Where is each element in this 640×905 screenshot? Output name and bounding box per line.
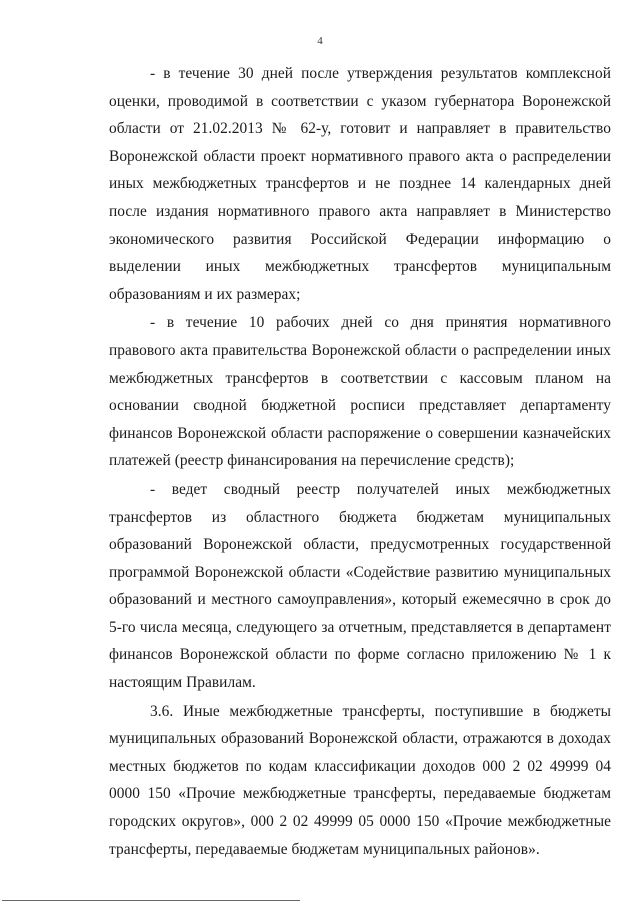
paragraph-results-assessment: - в течение 30 дней после утверждения результатов комплексной оценки, проводимой в соответствии с указом губернатора Воронежской области от 21.02.2013 № 62-у, готовит и направляет в правительство Воронежской области проект нормативного правого акта о распределении иных межбюджетных трансфертов и не позднее 14 календарных дней после издания нормативного правого акта направляет в Министерство экономического развития Российской Федерации информацию о выделении иных межбюджетных трансфертов муниципальным образованиям и их размерах;: [109, 65, 611, 303]
document-body: [109, 60, 611, 863]
paragraph-recipients-register: - ведет сводный реестр получателей иных межбюджетных трансфертов из областного бюджета бюджетам муниципальных образований Воронежской области, предусмотренных государственной программой Воронежской области «Содействие развитию муниципальных образований и местного самоуправления», который ежемесячно в срок до 5-го числа месяца, следующего за отчетным, представляется в департамент финансов Воронежской области по форме согласно приложению № 1 к настоящим Правилам.: [109, 480, 611, 692]
paragraph-payment-order: - в течение 10 рабочих дней со дня принятия нормативного правового акта правительства Воронежской области о распределении иных межбюджетных трансфертов в соответствии с кассовым планом на основании сводной бюджетной росписи представляет департаменту финансов Воронежской области распоряжение о совершении казначейских платежей (реестр финансирования на перечисление средств);: [109, 314, 611, 470]
footer-divider: [2, 900, 300, 901]
paragraph-section-3-6: 3.6. Иные межбюджетные трансферты, поступившие в бюджеты муниципальных образований Воронежской области, отражаются в доходах местных бюджетов по кодам классификации доходов 000 2 02 49999 04 0000 150 «Прочие межбюджетные трансферты, передаваемые бюджетам городских округов», 000 2 02 49999 05 0000 150 «Прочие межбюджетные трансферты, передаваемые бюджетам муниципальных районов».: [109, 702, 611, 858]
page-number: 4: [317, 35, 323, 47]
